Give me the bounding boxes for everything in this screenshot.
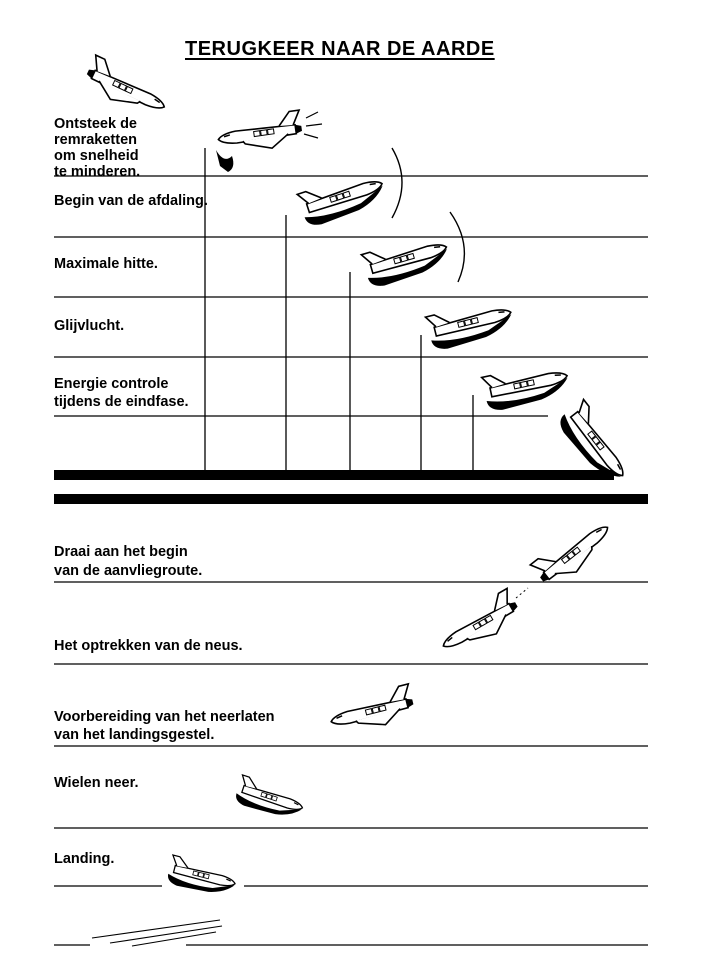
retro-exhaust-lines xyxy=(304,112,322,138)
label-turn-line-1: Draai aan het begin xyxy=(54,544,188,560)
space-shuttle-icon xyxy=(297,168,388,228)
label-glide-line-1: Glijvlucht. xyxy=(54,318,125,334)
label-retro-line-2: remraketten xyxy=(54,132,138,148)
label-landing-line-1: Landing. xyxy=(54,851,115,867)
space-shuttle-icon xyxy=(234,775,307,823)
label-descent-line-1: Begin van de afdaling. xyxy=(54,193,208,209)
rules-bottom xyxy=(54,582,648,945)
label-heat-line-1: Maximale hitte. xyxy=(54,256,158,272)
label-nose-line-1: Het optrekken van de neus. xyxy=(54,638,243,654)
label-retro-line-3: om snelheid xyxy=(54,148,139,164)
skid-marks xyxy=(92,920,222,946)
label-gear-prep-line-2: van het landingsgestel. xyxy=(54,727,215,743)
label-energy-line-2: tijdens de eindfase. xyxy=(54,394,189,410)
page-title: TERUGKEER NAAR DE AARDE xyxy=(185,38,495,60)
space-shuttle-icon xyxy=(361,232,452,290)
label-wheels-line-1: Wielen neer. xyxy=(54,775,139,791)
label-gear-prep-line-1: Voorbereiding van het neerlaten xyxy=(54,709,275,725)
space-shuttle-icon xyxy=(166,855,238,899)
label-energy-line-1: Energie controle xyxy=(54,376,169,392)
space-shuttle-icon xyxy=(216,110,304,155)
trail-dashes xyxy=(516,588,528,598)
space-shuttle-icon xyxy=(327,684,417,737)
space-shuttle-icon xyxy=(482,360,572,413)
label-turn-line-2: van de aanvliegroute. xyxy=(54,563,203,579)
space-shuttle-icon xyxy=(425,297,515,352)
space-shuttle-icon xyxy=(81,55,171,121)
space-shuttle-icon xyxy=(434,588,524,659)
label-retro-line-1: Ontsteek de xyxy=(54,116,137,132)
retro-exhaust xyxy=(216,150,233,172)
space-shuttle-icon xyxy=(530,513,617,592)
label-retro-line-4: te minderen. xyxy=(54,164,141,180)
runway-bars xyxy=(54,470,648,504)
